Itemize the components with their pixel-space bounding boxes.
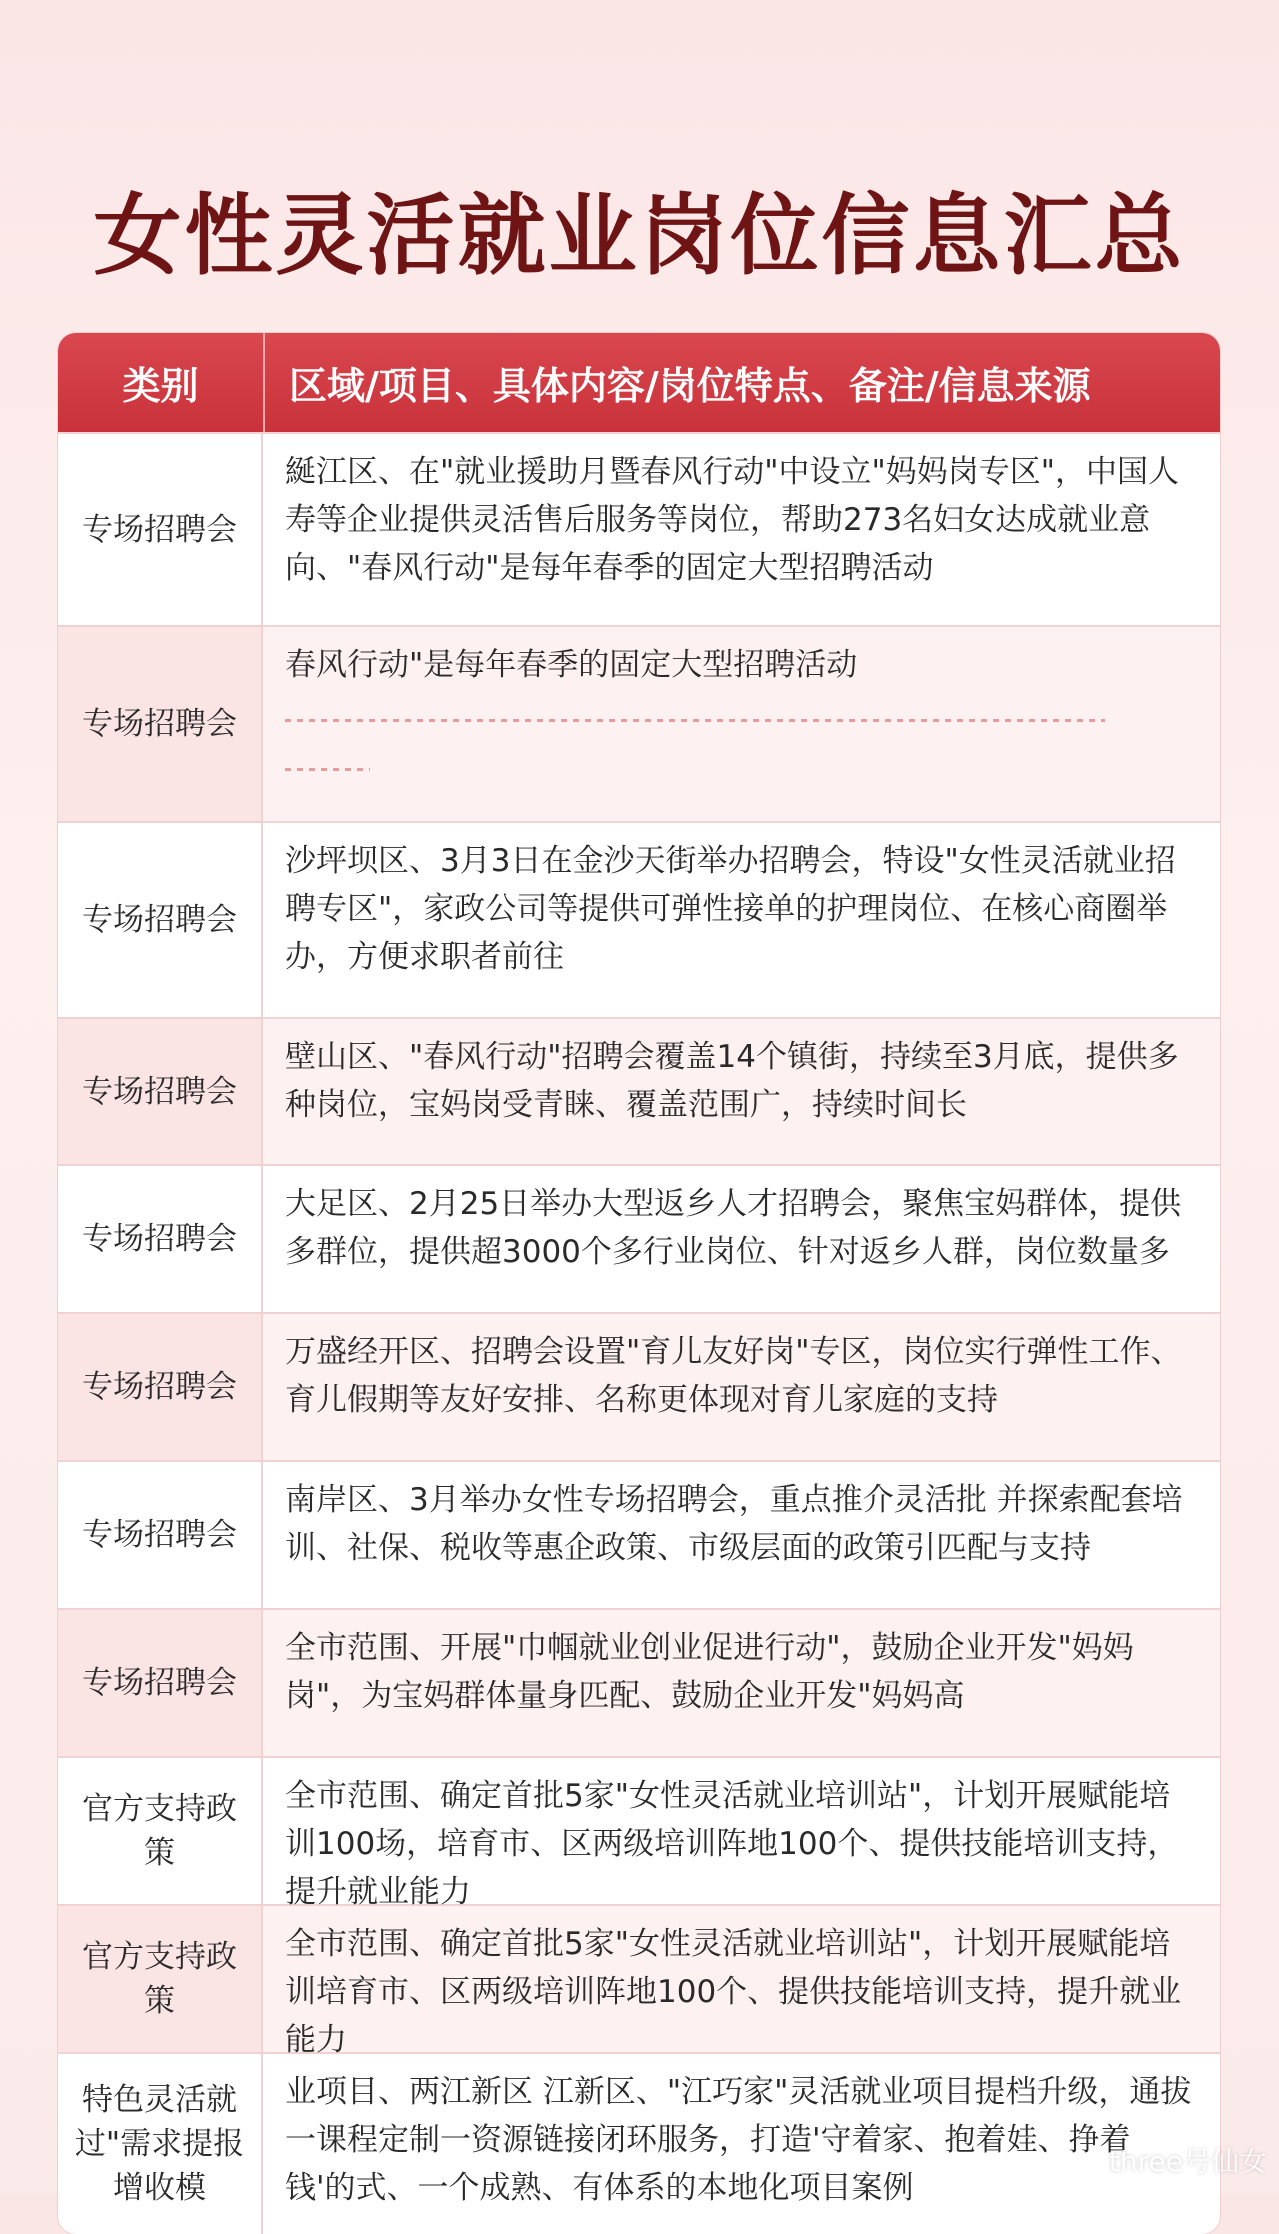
row-content: 全市范围、开展"巾帼就业创业促进行动"，鼓励企业开发"妈妈岗"，为宝妈群体量身匹配、鼓励企业开发"妈妈高 bbox=[285, 1630, 1134, 1714]
row-content: 全市范围、确定首批5家"女性灵活就业培训站"，计划开展赋能培训培育市、区两级培训阵地100个、提供技能培训支持，提升就业能力 bbox=[285, 1926, 1182, 2058]
row-content: 春风行动"是每年春季的固定大型招聘活动 bbox=[285, 647, 858, 683]
row-category: 专场招聘会 bbox=[58, 1314, 263, 1460]
row-content: 万盛经开区、招聘会设置"育儿友好岗"专区，岗位实行弹性工作、育儿假期等友好安排、名称更体现对育儿家庭的支持 bbox=[285, 1334, 1182, 1418]
row-category: 专场招聘会 bbox=[58, 1610, 263, 1756]
row-category: 特色灵活就过"需求提报增收模 bbox=[58, 2054, 263, 2234]
info-table bbox=[58, 333, 1220, 2234]
row-content: 大足区、2月25日举办大型返乡人才招聘会，聚焦宝妈群体，提供多群位，提供超3000个多行业岗位、针对返乡人群，岗位数量多 bbox=[285, 1186, 1182, 1270]
watermark: three号仙女 bbox=[1108, 2145, 1267, 2178]
table-row bbox=[58, 625, 1220, 821]
table-row bbox=[58, 1904, 1220, 2058]
row-content: 业项目、两江新区 江新区、"江巧家"灵活就业项目提档升级，通拔一课程定制一资源链接闭环服务，打造'守着家、抱着娃、挣着钱'的式、一个成熟、有体系的本地化项目案例 bbox=[285, 2074, 1192, 2206]
table-row bbox=[58, 1312, 1220, 1460]
row-category: 专场招聘会 bbox=[58, 434, 263, 625]
row-category: 专场招聘会 bbox=[58, 627, 263, 821]
table-row bbox=[58, 432, 1220, 625]
table-row bbox=[58, 2052, 1220, 2234]
table-row bbox=[58, 1460, 1220, 1608]
row-category: 专场招聘会 bbox=[58, 1462, 263, 1608]
header-category: 类别 bbox=[58, 333, 265, 432]
table-row bbox=[58, 1164, 1220, 1312]
row-category: 官方支持政策 bbox=[58, 1906, 263, 2052]
row-category: 专场招聘会 bbox=[58, 823, 263, 1017]
table-row bbox=[58, 1756, 1220, 1910]
row-content-wrap bbox=[263, 627, 1220, 821]
row-category: 专场招聘会 bbox=[58, 1019, 263, 1164]
dotted-divider-short bbox=[285, 768, 370, 771]
row-category: 官方支持政策 bbox=[58, 1758, 263, 1904]
dotted-divider bbox=[285, 719, 1105, 722]
page-title: 女性灵活就业岗位信息汇总 bbox=[93, 183, 1186, 287]
table-row bbox=[58, 1017, 1220, 1164]
row-content: 沙坪坝区、3月3日在金沙天街举办招聘会，特设"女性灵活就业招聘专区"，家政公司等提供可弹性接单的护理岗位、在核心商圈举办，方便求职者前往 bbox=[285, 843, 1176, 975]
row-category: 专场招聘会 bbox=[58, 1166, 263, 1312]
table-row bbox=[58, 1608, 1220, 1756]
row-content: 全市范围、确定首批5家"女性灵活就业培训站"，计划开展赋能培训100场，培育市、区两级培训阵地100个、提供技能培训支持，提升就业能力 bbox=[285, 1778, 1179, 1910]
header-details: 区域/项目、具体内容/岗位特点、备注/信息来源 bbox=[289, 364, 1091, 408]
table-header bbox=[58, 333, 1220, 432]
row-content: 綖江区、在"就业援助月暨春风行动"中设立"妈妈岗专区"，中国人寿等企业提供灵活售后服务等岗位，帮助273名妇女达成就业意向、"春风行动"是每年春季的固定大型招聘活动 bbox=[285, 454, 1180, 586]
table-row bbox=[58, 821, 1220, 1017]
row-content: 壁山区、"春风行动"招聘会覆盖14个镇街，持续至3月底，提供多种岗位，宝妈岗受青睐、覆盖范围广，持续时间长 bbox=[285, 1039, 1179, 1123]
row-content: 南岸区、3月举办女性专场招聘会，重点推介灵活批 并探索配套培训、社保、税收等惠企政策、市级层面的政策引匹配与支持 bbox=[285, 1482, 1183, 1566]
